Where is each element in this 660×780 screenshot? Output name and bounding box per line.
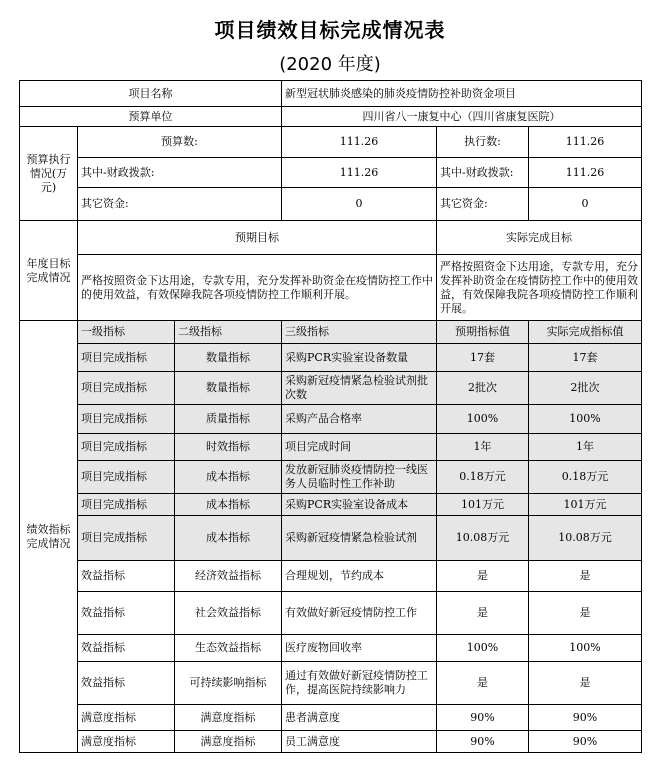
table-row bbox=[20, 461, 642, 494]
indicators-label: 绩效指标完成情况 bbox=[20, 321, 78, 753]
level1-cell: 效益指标 bbox=[78, 662, 175, 705]
annual-goal-text-row bbox=[20, 255, 642, 321]
project-name-row bbox=[20, 81, 642, 107]
level2-cell: 经济效益指标 bbox=[175, 561, 282, 592]
header-level3: 三级指标 bbox=[282, 321, 437, 344]
table-row bbox=[20, 372, 642, 405]
expected-cell: 1年 bbox=[437, 434, 529, 461]
table-row bbox=[20, 516, 642, 561]
table-row bbox=[20, 561, 642, 592]
budget-row bbox=[20, 127, 642, 158]
level1-cell: 项目完成指标 bbox=[78, 516, 175, 561]
fiscal-budget-value: 111.26 bbox=[282, 158, 437, 188]
exec-value: 111.26 bbox=[529, 127, 642, 158]
level1-cell: 满意度指标 bbox=[78, 705, 175, 731]
expected-cell: 0.18万元 bbox=[437, 461, 529, 494]
actual-cell: 90% bbox=[529, 705, 642, 731]
level2-cell: 时效指标 bbox=[175, 434, 282, 461]
table-row bbox=[20, 592, 642, 635]
other-row bbox=[20, 188, 642, 221]
table-row bbox=[20, 494, 642, 516]
project-name-label: 项目名称 bbox=[20, 81, 282, 107]
actual-cell: 10.08万元 bbox=[529, 516, 642, 561]
expected-cell: 是 bbox=[437, 662, 529, 705]
level1-cell: 效益指标 bbox=[78, 592, 175, 635]
actual-cell: 2批次 bbox=[529, 372, 642, 405]
other-exec-label: 其它资金: bbox=[437, 188, 529, 221]
expected-cell: 90% bbox=[437, 705, 529, 731]
header-expected: 预期指标值 bbox=[437, 321, 529, 344]
level3-cell: 采购产品合格率 bbox=[282, 405, 437, 434]
level1-cell: 项目完成指标 bbox=[78, 434, 175, 461]
level2-cell: 社会效益指标 bbox=[175, 592, 282, 635]
level2-cell: 满意度指标 bbox=[175, 731, 282, 753]
table-row bbox=[20, 434, 642, 461]
other-budget-value: 0 bbox=[282, 188, 437, 221]
level3-cell: 采购PCR实验室设备数量 bbox=[282, 344, 437, 372]
budget-unit-row bbox=[20, 107, 642, 127]
level3-cell: 有效做好新冠疫情防控工作 bbox=[282, 592, 437, 635]
level1-cell: 项目完成指标 bbox=[78, 405, 175, 434]
actual-cell: 是 bbox=[529, 662, 642, 705]
budget-exec-label: 预算执行情况(万元) bbox=[20, 127, 78, 221]
exec-label: 执行数: bbox=[437, 127, 529, 158]
annual-goal-header-row bbox=[20, 221, 642, 255]
expected-cell: 17套 bbox=[437, 344, 529, 372]
level3-cell: 采购PCR实验室设备成本 bbox=[282, 494, 437, 516]
expected-cell: 100% bbox=[437, 405, 529, 434]
performance-table bbox=[19, 80, 642, 753]
level1-cell: 项目完成指标 bbox=[78, 372, 175, 405]
level3-cell: 采购新冠疫情紧急检验试剂批次数 bbox=[282, 372, 437, 405]
actual-cell: 101万元 bbox=[529, 494, 642, 516]
actual-goal-header: 实际完成目标 bbox=[437, 221, 642, 255]
level3-cell: 员工满意度 bbox=[282, 731, 437, 753]
budget-label: 预算数: bbox=[78, 127, 282, 158]
level2-cell: 数量指标 bbox=[175, 372, 282, 405]
level2-cell: 数量指标 bbox=[175, 344, 282, 372]
page-subtitle: (2020 年度) bbox=[279, 54, 381, 75]
expected-cell: 2批次 bbox=[437, 372, 529, 405]
expected-goal-text: 严格按照资金下达用途，专款专用，充分发挥补助资金在疫情防控工作中的使用效益，有效保障我院各项疫情防控工作顺利开展。 bbox=[78, 255, 437, 321]
header-actual: 实际完成指标值 bbox=[529, 321, 642, 344]
fiscal-row bbox=[20, 158, 642, 188]
level3-cell: 项目完成时间 bbox=[282, 434, 437, 461]
actual-cell: 100% bbox=[529, 405, 642, 434]
table-row bbox=[20, 635, 642, 662]
table-row bbox=[20, 731, 642, 753]
table-row bbox=[20, 705, 642, 731]
table-row bbox=[20, 344, 642, 372]
indicator-header-row bbox=[20, 321, 642, 344]
level1-cell: 项目完成指标 bbox=[78, 494, 175, 516]
budget-value: 111.26 bbox=[282, 127, 437, 158]
level2-cell: 成本指标 bbox=[175, 461, 282, 494]
level2-cell: 满意度指标 bbox=[175, 705, 282, 731]
actual-goal-text: 严格按照资金下达用途，专款专用，充分发挥补助资金在疫情防控工作中的使用效益，有效保障我院各项疫情防控工作顺利开展。 bbox=[437, 255, 642, 321]
other-exec-value: 0 bbox=[529, 188, 642, 221]
page-title: 项目绩效目标完成情况表 bbox=[214, 18, 446, 42]
expected-cell: 100% bbox=[437, 635, 529, 662]
header-level2: 二级指标 bbox=[175, 321, 282, 344]
actual-cell: 是 bbox=[529, 561, 642, 592]
budget-unit-value: 四川省八一康复中心（四川省康复医院） bbox=[282, 107, 642, 127]
annual-goal-label: 年度目标完成情况 bbox=[20, 221, 78, 321]
project-name-value: 新型冠状肺炎感染的肺炎疫情防控补助资金项目 bbox=[282, 81, 642, 107]
actual-cell: 17套 bbox=[529, 344, 642, 372]
actual-cell: 1年 bbox=[529, 434, 642, 461]
level3-cell: 医疗废物回收率 bbox=[282, 635, 437, 662]
actual-cell: 90% bbox=[529, 731, 642, 753]
other-label: 其它资金: bbox=[78, 188, 282, 221]
level3-cell: 采购新冠疫情紧急检验试剂 bbox=[282, 516, 437, 561]
expected-cell: 是 bbox=[437, 561, 529, 592]
expected-cell: 是 bbox=[437, 592, 529, 635]
level3-cell: 患者满意度 bbox=[282, 705, 437, 731]
actual-cell: 是 bbox=[529, 592, 642, 635]
level1-cell: 效益指标 bbox=[78, 635, 175, 662]
expected-cell: 10.08万元 bbox=[437, 516, 529, 561]
expected-cell: 101万元 bbox=[437, 494, 529, 516]
level2-cell: 可持续影响指标 bbox=[175, 662, 282, 705]
actual-cell: 0.18万元 bbox=[529, 461, 642, 494]
level3-cell: 合理规划，节约成本 bbox=[282, 561, 437, 592]
expected-goal-header: 预期目标 bbox=[78, 221, 437, 255]
level3-cell: 通过有效做好新冠疫情防控工作，提高医院持续影响力 bbox=[282, 662, 437, 705]
level3-cell: 发放新冠肺炎疫情防控一线医务人员临时性工作补助 bbox=[282, 461, 437, 494]
budget-unit-label: 预算单位 bbox=[20, 107, 282, 127]
table-row bbox=[20, 405, 642, 434]
actual-cell: 100% bbox=[529, 635, 642, 662]
table-row bbox=[20, 662, 642, 705]
fiscal-exec-value: 111.26 bbox=[529, 158, 642, 188]
level2-cell: 生态效益指标 bbox=[175, 635, 282, 662]
fiscal-label: 其中-财政拨款: bbox=[78, 158, 282, 188]
level1-cell: 满意度指标 bbox=[78, 731, 175, 753]
expected-cell: 90% bbox=[437, 731, 529, 753]
level1-cell: 项目完成指标 bbox=[78, 461, 175, 494]
level2-cell: 成本指标 bbox=[175, 494, 282, 516]
level2-cell: 成本指标 bbox=[175, 516, 282, 561]
header-level1: 一级指标 bbox=[78, 321, 175, 344]
level1-cell: 效益指标 bbox=[78, 561, 175, 592]
level2-cell: 质量指标 bbox=[175, 405, 282, 434]
fiscal-exec-label: 其中-财政拨款: bbox=[437, 158, 529, 188]
level1-cell: 项目完成指标 bbox=[78, 344, 175, 372]
